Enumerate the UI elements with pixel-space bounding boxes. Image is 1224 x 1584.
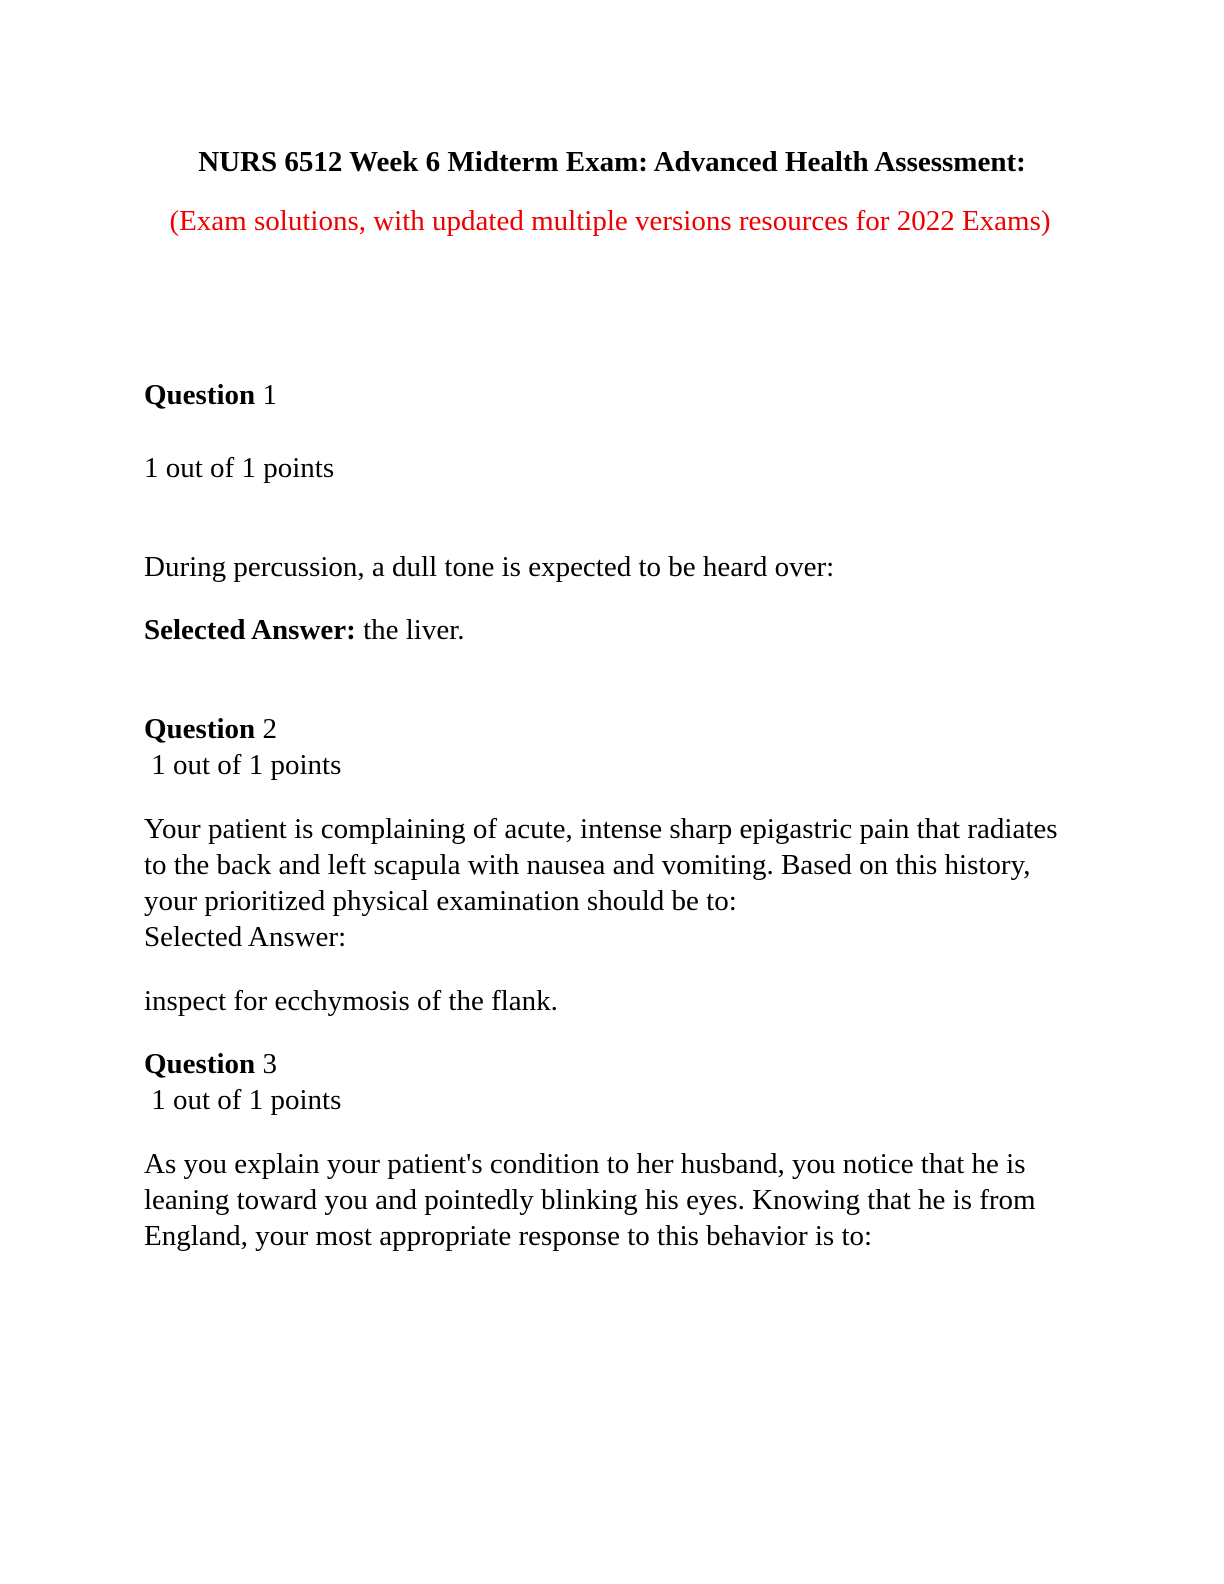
- question-2-answer: inspect for ecchymosis of the flank.: [144, 985, 558, 1017]
- question-label: Question: [144, 713, 256, 745]
- question-label: Question: [144, 379, 256, 411]
- question-number: 1: [262, 379, 277, 411]
- question-number: 3: [262, 1048, 277, 1080]
- question-2-points: 1 out of 1 points: [144, 749, 342, 781]
- question-1-text: During percussion, a dull tone is expected to be heard over:: [144, 551, 835, 583]
- answer-label: Selected Answer:: [144, 614, 356, 646]
- question-3-points: 1 out of 1 points: [144, 1084, 342, 1116]
- question-number: 2: [262, 713, 277, 745]
- question-3-text: As you explain your patient's condition to her husband, you notice that he is leaning toward you and pointedly blinking his eyes. Knowing that he is from England, your most appropriate response to this behavior is to:: [144, 1148, 1036, 1252]
- question-1-points: 1 out of 1 points: [144, 452, 335, 484]
- answer-value: the liver.: [363, 614, 465, 646]
- question-1-answer: [144, 612, 465, 648]
- question-2-answer-label: Selected Answer:: [144, 921, 347, 953]
- question-1-heading: [144, 377, 277, 413]
- question-2-text: Your patient is complaining of acute, intense sharp epigastric pain that radiates to the back and left scapula with nausea and vomiting. Based on this history, your prioritized physical examination should be to:: [144, 813, 1058, 917]
- page-title: NURS 6512 Week 6 Midterm Exam: Advanced Health Assessment:: [198, 146, 1026, 178]
- question-label: Question: [144, 1048, 256, 1080]
- question-2-heading: [144, 711, 277, 747]
- question-3-heading: [144, 1046, 277, 1082]
- page-subtitle: (Exam solutions, with updated multiple versions resources for 2022 Exams): [169, 205, 1051, 237]
